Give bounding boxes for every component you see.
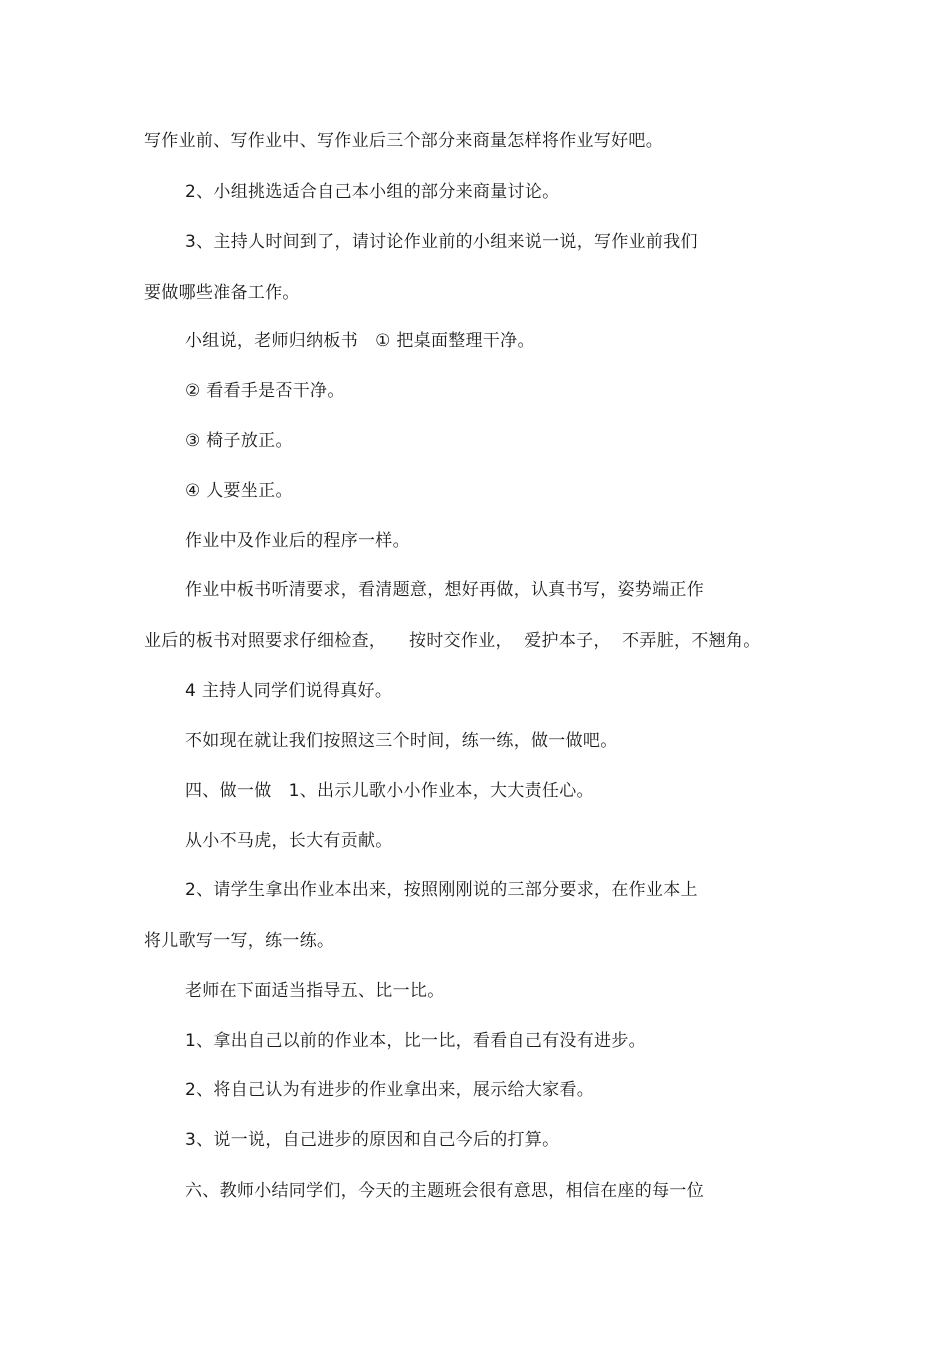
text-line: 从小不马虎，长大有贡献。 bbox=[185, 831, 393, 851]
text-line: ② 看看手是否干净。 bbox=[185, 381, 345, 401]
text-line: 2、将自己认为有进步的作业拿出来，展示给大家看。 bbox=[185, 1080, 595, 1100]
text-line: 将儿歌写一写，练一练。 bbox=[144, 931, 335, 951]
text-line: 要做哪些准备工作。 bbox=[144, 283, 300, 303]
text-line: 老师在下面适当指导五、比一比。 bbox=[185, 981, 445, 1001]
text-line: 四、做一做 1、出示儿歌小小作业本，大大责任心。 bbox=[185, 781, 594, 801]
text-line: 业后的板书对照要求仔细检查， 按时交作业， 爱护本子， 不弄脏，不翘角。 bbox=[144, 631, 761, 651]
text-line: 1、拿出自己以前的作业本，比一比，看看自己有没有进步。 bbox=[185, 1031, 646, 1051]
text-line: 不如现在就让我们按照这三个时间，练一练，做一做吧。 bbox=[185, 731, 618, 751]
text-line: 4 主持人同学们说得真好。 bbox=[185, 681, 393, 701]
text-line: 2、小组挑选适合自己本小组的部分来商量讨论。 bbox=[185, 182, 560, 202]
text-line: ③ 椅子放正。 bbox=[185, 431, 293, 451]
text-line: 3、说一说，自己进步的原因和自己今后的打算。 bbox=[185, 1130, 560, 1150]
text-line: 写作业前、写作业中、写作业后三个部分来商量怎样将作业写好吧。 bbox=[144, 131, 663, 151]
text-line: ④ 人要坐正。 bbox=[185, 481, 293, 501]
text-line: 作业中板书听清要求，看清题意，想好再做，认真书写，姿势端正作 bbox=[185, 580, 704, 600]
text-line: 六、教师小结同学们，今天的主题班会很有意思，相信在座的每一位 bbox=[185, 1181, 704, 1201]
text-line: 3、主持人时间到了，请讨论作业前的小组来说一说，写作业前我们 bbox=[185, 232, 698, 252]
text-line: 作业中及作业后的程序一样。 bbox=[185, 531, 410, 551]
text-line: 2、请学生拿出作业本出来，按照刚刚说的三部分要求，在作业本上 bbox=[185, 880, 698, 900]
text-line: 小组说，老师归纳板书 ① 把桌面整理干净。 bbox=[185, 331, 535, 351]
